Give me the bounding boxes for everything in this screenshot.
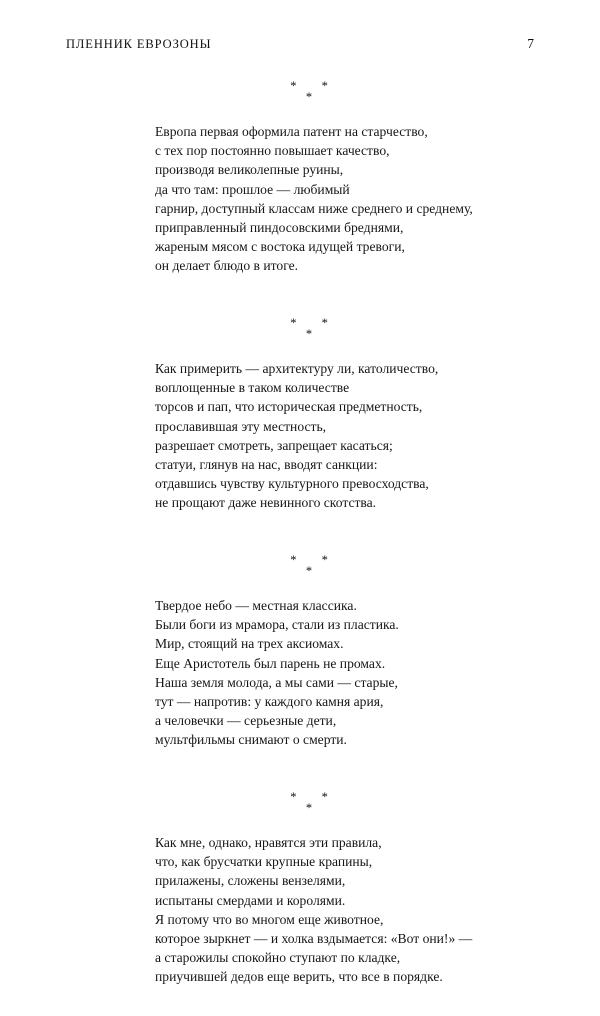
asterisk-separator: [66, 554, 552, 578]
poem-line: мультфильмы снимают о смерти.: [155, 731, 347, 747]
poem-line: Я потому что во многом еще животное,: [155, 911, 384, 927]
poem-line: с тех пор постоянно повышает качество,: [155, 143, 390, 159]
poem-line: Наша земля молода, а мы сами — старые,: [155, 674, 398, 690]
poem-line: да что там: прошлое — любимый: [155, 181, 350, 197]
stanza: [155, 596, 552, 749]
poem-line: что, как брусчатки крупные крапины,: [155, 854, 373, 870]
poem-line: разрешает смотреть, запрещает касаться;: [155, 437, 393, 453]
poem-line: приучившей дедов еще верить, что все в порядке.: [155, 968, 443, 984]
poem-line: производя великолепные руины,: [155, 162, 344, 178]
poem-line: Твердое небо — местная классика.: [155, 598, 357, 614]
poem-line: приправленный пиндосовскими бреднями,: [155, 219, 404, 235]
poem-line: Мир, стоящий на трех аксиомах.: [155, 636, 344, 652]
poem-line: гарнир, доступный классам ниже среднего и среднему,: [155, 200, 473, 216]
poem-section: [66, 317, 552, 512]
poem-line: Еще Аристотель был парень не промах.: [155, 655, 386, 671]
stanza: [155, 833, 552, 986]
poem-line: не прощают даже невинного скотства.: [155, 494, 377, 510]
stanza: [155, 122, 552, 275]
stanza: [155, 359, 552, 512]
asterisk-row-bottom: *: [305, 90, 313, 105]
poem-section: [66, 791, 552, 986]
poem-line: он делает блюдо в итоге.: [155, 257, 299, 273]
asterisk-row-bottom: *: [305, 564, 313, 579]
poem-line: тут — напротив: у каждого камня ария,: [155, 693, 384, 709]
poem-line: отдавшись чувству культурного превосходства,: [155, 475, 429, 491]
page-number: 7: [527, 36, 534, 51]
asterisk-row-top: * *: [290, 79, 339, 93]
asterisk-row-bottom: *: [305, 801, 313, 816]
poem-line: а старожилы спокойно ступают по кладке,: [155, 949, 401, 965]
poem-line: прославившая эту местность,: [155, 418, 327, 434]
poem-line: которое зыркнет — и холка вздымается: «Вот они!» —: [155, 930, 473, 946]
poem-line: испытаны смердами и королями.: [155, 892, 346, 908]
running-head-title: ПЛЕННИК ЕВРОЗОНЫ: [66, 37, 212, 51]
poem-line: воплощенные в таком количестве: [155, 380, 350, 396]
poem-line: Европа первая оформила патент на старчество,: [155, 124, 428, 140]
asterisk-separator: [66, 791, 552, 815]
poem-line: жареным мясом с востока идущей тревоги,: [155, 238, 405, 254]
asterisk-row-bottom: *: [305, 327, 313, 342]
poem-line: прилажены, сложены вензелями,: [155, 873, 346, 889]
poem-line: а человечки — серьезные дети,: [155, 712, 337, 728]
asterisk-separator: [66, 80, 552, 104]
asterisk-row-top: * *: [290, 553, 339, 567]
asterisk-separator: [66, 317, 552, 341]
poem-line: Как примерить — архитектуру ли, католичество,: [155, 361, 439, 377]
poem-line: статуи, глянув на нас, вводят санкции:: [155, 456, 378, 472]
poem-line: Были боги из мрамора, стали из пластика.: [155, 617, 399, 633]
poem-line: торсов и пап, что историческая предметность,: [155, 399, 423, 415]
poem-section: [66, 80, 552, 275]
poem-body: [66, 80, 552, 1016]
running-head: [66, 36, 534, 52]
poem-section: [66, 554, 552, 749]
asterisk-row-top: * *: [290, 316, 339, 330]
asterisk-row-top: * *: [290, 790, 339, 804]
poem-line: Как мне, однако, нравятся эти правила,: [155, 835, 382, 851]
